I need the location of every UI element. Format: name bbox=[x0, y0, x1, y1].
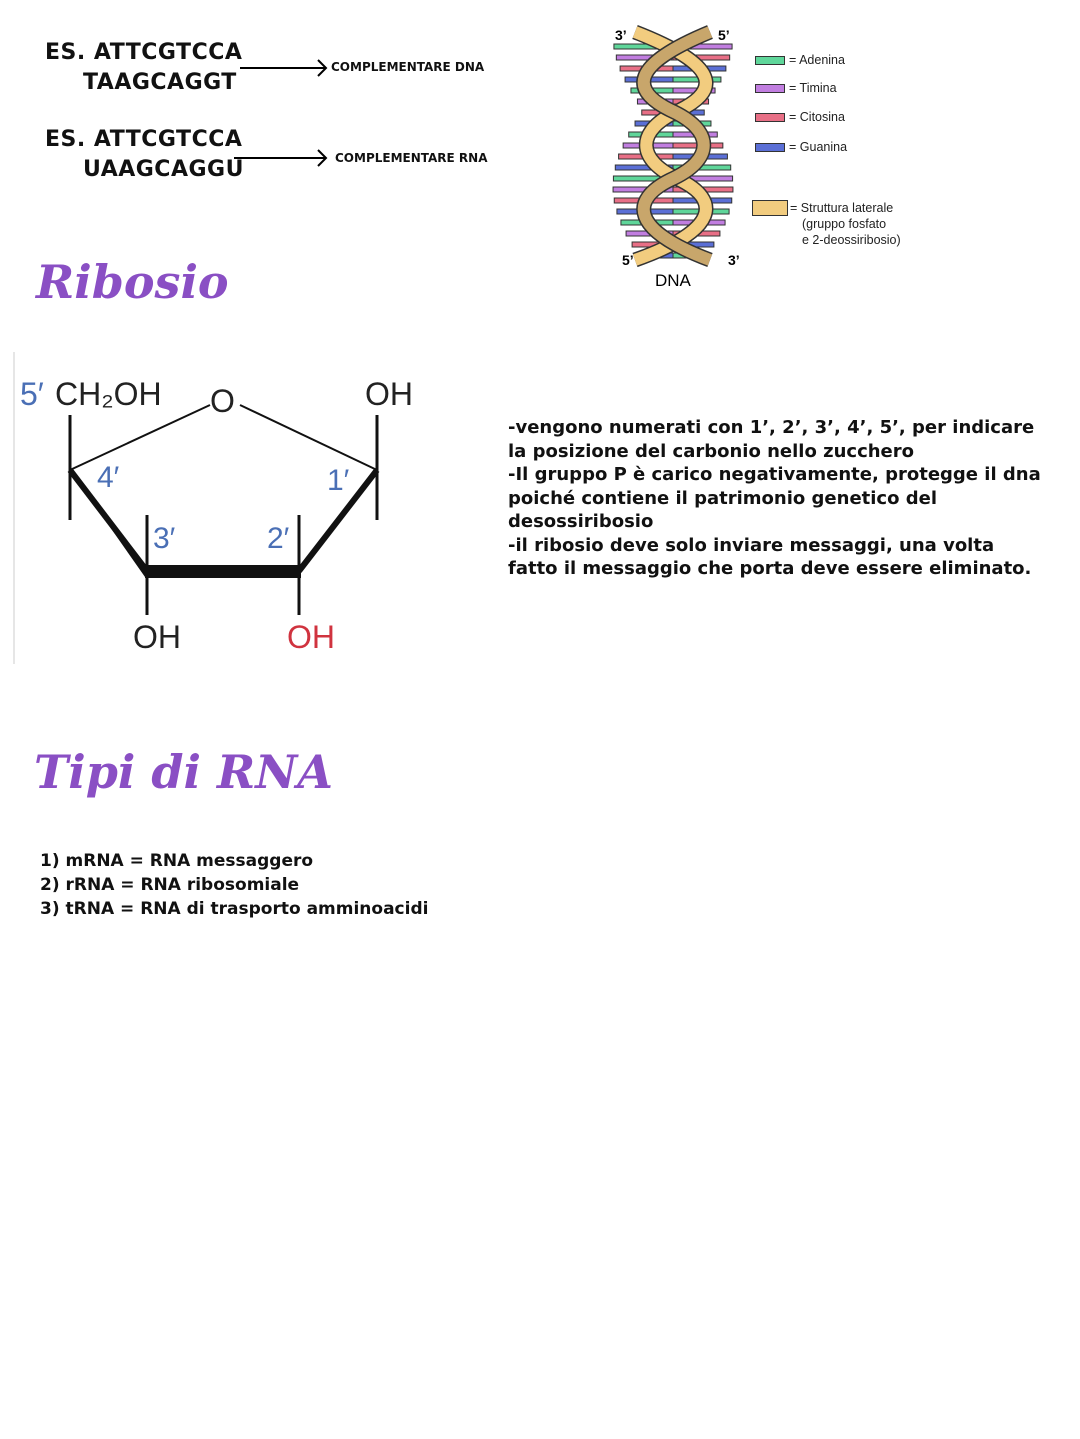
example-1-complement: TAAGCAGGT bbox=[83, 70, 237, 95]
legend-guanina: = Guanina bbox=[755, 140, 847, 154]
example-1-strand: ES. ATTCGTCCA bbox=[45, 40, 243, 65]
oh-left-label: OH bbox=[133, 619, 181, 655]
oh-right-label: OH bbox=[287, 619, 335, 655]
c5-label: 5′ bbox=[20, 376, 44, 412]
label-5-prime-bottom: 5’ bbox=[622, 252, 634, 268]
guanina-swatch bbox=[755, 143, 785, 152]
oh-top-label: OH bbox=[365, 376, 413, 412]
complement-dna-label: COMPLEMENTARE DNA bbox=[331, 60, 485, 74]
dna-caption: DNA bbox=[655, 271, 691, 290]
complement-rna-label: COMPLEMENTARE RNA bbox=[335, 151, 488, 165]
legend-backbone: = Struttura laterale (gruppo fosfato e 2-deossiribosio) bbox=[790, 201, 901, 247]
note-3: -il ribosio deve solo inviare messaggi, una volta fatto il messaggio che porta deve essere eliminato. bbox=[508, 534, 1032, 579]
label-5-prime-top: 5’ bbox=[718, 27, 730, 43]
timina-swatch bbox=[755, 84, 785, 93]
list-item: 1) mRNA = RNA messaggero bbox=[40, 851, 314, 871]
dna-helix-diagram bbox=[610, 20, 750, 295]
label-3-prime-top: 3’ bbox=[615, 27, 627, 43]
legend-adenina: = Adenina bbox=[755, 53, 845, 67]
ring-oxygen-label: O bbox=[210, 383, 235, 419]
ch2oh-label: CH₂OH bbox=[55, 376, 162, 412]
note-2: -Il gruppo P è carico negativamente, protegge il dna poiché contiene il patrimonio genetico del desossiribosio bbox=[508, 464, 1041, 532]
citosina-swatch bbox=[755, 113, 785, 122]
example-2-strand: ES. ATTCGTCCA bbox=[45, 127, 243, 152]
c1-label: 1′ bbox=[327, 464, 350, 497]
ribosio-title: Ribosio bbox=[36, 255, 229, 309]
arrow-icon bbox=[238, 58, 330, 78]
legend-citosina: = Citosina bbox=[755, 110, 845, 124]
list-item: 3) tRNA = RNA di trasporto amminoacidi bbox=[40, 899, 429, 919]
adenina-swatch bbox=[755, 56, 785, 65]
backbone-swatch bbox=[752, 200, 788, 216]
legend-timina: = Timina bbox=[755, 81, 837, 95]
ribosio-notes bbox=[508, 416, 1048, 581]
label-3-prime-bottom: 3’ bbox=[728, 252, 740, 268]
tipi-rna-title: Tipi di RNA bbox=[34, 745, 333, 799]
list-item: 2) rRNA = RNA ribosomiale bbox=[40, 875, 300, 895]
rna-types-list bbox=[40, 849, 428, 921]
c4-label: 4′ bbox=[97, 461, 120, 494]
ribose-structure-diagram bbox=[15, 365, 435, 665]
c3-label: 3′ bbox=[153, 522, 176, 555]
arrow-icon bbox=[232, 148, 330, 168]
example-2-complement: UAAGCAGGU bbox=[83, 157, 244, 182]
c2-label: 2′ bbox=[267, 522, 290, 555]
note-1: -vengono numerati con 1’, 2’, 3’, 4’, 5’, per indicare la posizione del carbonio nello zucchero bbox=[508, 417, 1035, 462]
